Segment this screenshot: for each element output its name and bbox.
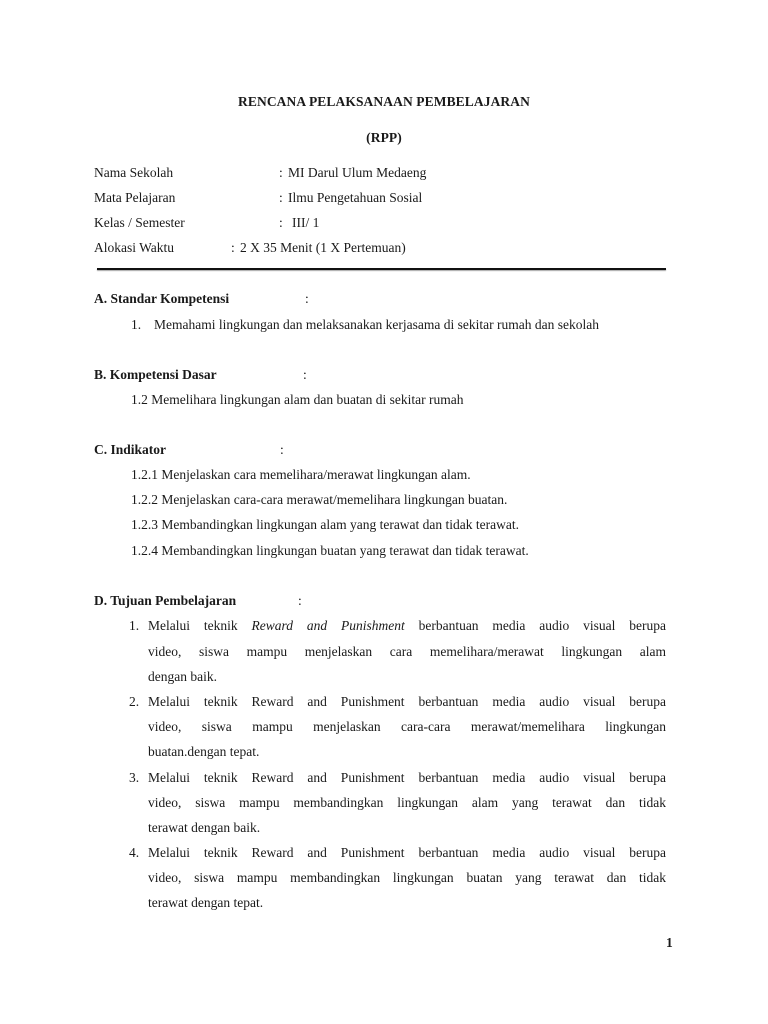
section-b-colon: : bbox=[303, 367, 307, 382]
identity-value-subject: Ilmu Pengetahuan Sosial bbox=[288, 190, 423, 205]
objective-text: berbantuan media audio visual berupa bbox=[404, 618, 666, 633]
objective-text: Melalui teknik bbox=[148, 618, 252, 633]
objective-line: video, siswa mampu menjelaskan cara-cara merawat/memelihara lingkungan bbox=[148, 719, 666, 734]
objective-line bbox=[148, 618, 666, 634]
identity-label-school: Nama Sekolah bbox=[94, 165, 174, 180]
page-number: 1 bbox=[666, 935, 673, 950]
indicator-item: 1.2.1 Menjelaskan cara memelihara/merawat lingkungan alam. bbox=[131, 467, 471, 482]
section-a-heading: A. Standar Kompetensi bbox=[94, 291, 230, 306]
identity-colon-class: : bbox=[279, 215, 283, 230]
header-divider bbox=[97, 268, 666, 270]
section-d-colon: : bbox=[298, 593, 302, 608]
document-title: RENCANA PELAKSANAAN PEMBELAJARAN bbox=[238, 94, 530, 109]
identity-colon-school: : bbox=[279, 165, 283, 180]
objective-line: video, siswa mampu membandingkan lingkungan alam yang terawat dan tidak bbox=[148, 795, 666, 810]
indicator-item: 1.2.3 Membandingkan lingkungan alam yang terawat dan tidak terawat. bbox=[131, 517, 520, 532]
section-b-item-text: 1.2 Memelihara lingkungan alam dan buatan di sekitar rumah bbox=[131, 392, 464, 407]
section-a-item-number: 1. bbox=[131, 317, 142, 332]
objective-number: 3. bbox=[129, 770, 140, 785]
objective-line: dengan baik. bbox=[148, 669, 217, 684]
objective-line: Melalui teknik Reward and Punishment berbantuan media audio visual berupa bbox=[148, 694, 666, 709]
objective-line: buatan.dengan tepat. bbox=[148, 744, 260, 759]
document-subtitle: (RPP) bbox=[366, 130, 402, 145]
identity-label-time: Alokasi Waktu bbox=[94, 240, 175, 255]
objective-line: video, siswa mampu membandingkan lingkungan buatan yang terawat dan tidak bbox=[148, 870, 666, 885]
objective-line: video, siswa mampu menjelaskan cara memelihara/merawat lingkungan alam bbox=[148, 644, 666, 659]
indicator-item: 1.2.2 Menjelaskan cara-cara merawat/memelihara lingkungan buatan. bbox=[131, 492, 508, 507]
identity-value-class: III/ 1 bbox=[292, 215, 320, 230]
section-c-heading: C. Indikator bbox=[94, 442, 167, 457]
objective-number: 2. bbox=[129, 694, 140, 709]
objective-line: terawat dengan baik. bbox=[148, 820, 261, 835]
objective-emphasis: Reward and Punishment bbox=[251, 618, 405, 633]
objective-number: 4. bbox=[129, 845, 140, 860]
identity-colon-subject: : bbox=[279, 190, 283, 205]
identity-colon-time: : bbox=[231, 240, 235, 255]
identity-value-time: 2 X 35 Menit (1 X Pertemuan) bbox=[240, 240, 406, 255]
section-a-item-text: Memahami lingkungan dan melaksanakan kerjasama di sekitar rumah dan sekolah bbox=[154, 317, 599, 332]
section-a-colon: : bbox=[305, 291, 309, 306]
section-b-heading: B. Kompetensi Dasar bbox=[94, 367, 217, 382]
objective-line: Melalui teknik Reward and Punishment berbantuan media audio visual berupa bbox=[148, 845, 666, 860]
objective-line: terawat dengan tepat. bbox=[148, 895, 264, 910]
objective-number: 1. bbox=[129, 618, 140, 633]
identity-label-subject: Mata Pelajaran bbox=[94, 190, 176, 205]
objective-line: Melalui teknik Reward and Punishment berbantuan media audio visual berupa bbox=[148, 770, 666, 785]
identity-label-class: Kelas / Semester bbox=[94, 215, 185, 230]
section-d-heading: D. Tujuan Pembelajaran bbox=[94, 593, 237, 608]
indicator-item: 1.2.4 Membandingkan lingkungan buatan yang terawat dan tidak terawat. bbox=[131, 543, 529, 558]
identity-value-school: MI Darul Ulum Medaeng bbox=[288, 165, 427, 180]
section-c-colon: : bbox=[280, 442, 284, 457]
